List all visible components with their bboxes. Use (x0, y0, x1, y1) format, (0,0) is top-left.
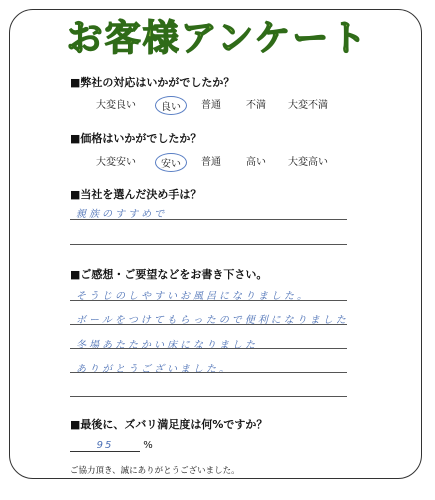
q2-question: ■価格はいかがでしたか？ (70, 132, 202, 145)
q1-option-dissatisfied[interactable]: 不満 (246, 100, 266, 111)
satisfaction-value[interactable]: 95 (70, 440, 140, 452)
q4-answer-line-3: 冬場あたたかい床になりました (76, 340, 258, 351)
q4-question: ■ご感想・ご要望などをお書き下さい。 (70, 268, 268, 281)
q4-answer-line (70, 372, 347, 373)
q3-answer-line (70, 219, 347, 220)
q4-answer-line-1: そうじのしやすいお風呂になりました。 (76, 291, 310, 302)
q4-answer-line (70, 396, 347, 397)
q3-answer-line (70, 244, 347, 245)
q1-option-very-dissatisfied[interactable]: 大変不満 (288, 100, 328, 111)
q3-answer: 親族のすすめで (76, 209, 168, 220)
q2-option-cheap-selected[interactable]: 安い (155, 153, 187, 172)
q4-answer-line (70, 324, 347, 325)
q1-option-average[interactable]: 普通 (201, 100, 221, 111)
q5-question: ■最後に、ズバリ満足度は何%ですか？ (70, 418, 268, 431)
survey-title: お客様アンケート (66, 18, 369, 59)
satisfaction-row (70, 440, 153, 452)
q2-option-very-expensive[interactable]: 大変高い (288, 157, 328, 168)
q2-option-very-cheap[interactable]: 大変安い (96, 157, 136, 168)
q4-answer-line (70, 348, 347, 349)
satisfaction-unit: % (143, 440, 153, 451)
q1-question: ■弊社の対応はいかがでしたか？ (70, 76, 235, 89)
q4-answer-line (70, 300, 347, 301)
q4-answer-line-2: ボールをつけてもらったので便利になりました (76, 315, 349, 326)
q1-option-good-selected[interactable]: 良い (155, 96, 187, 115)
q3-question: ■当社を選んだ決め手は？ (70, 188, 202, 201)
thank-you-note: ご協力頂き、誠にありがとうございました。 (70, 466, 240, 476)
q4-answer-line-4: ありがとうございました。 (76, 364, 232, 375)
q2-option-average[interactable]: 普通 (201, 157, 221, 168)
q2-option-expensive[interactable]: 高い (246, 157, 266, 168)
q1-option-very-good[interactable]: 大変良い (96, 100, 136, 111)
